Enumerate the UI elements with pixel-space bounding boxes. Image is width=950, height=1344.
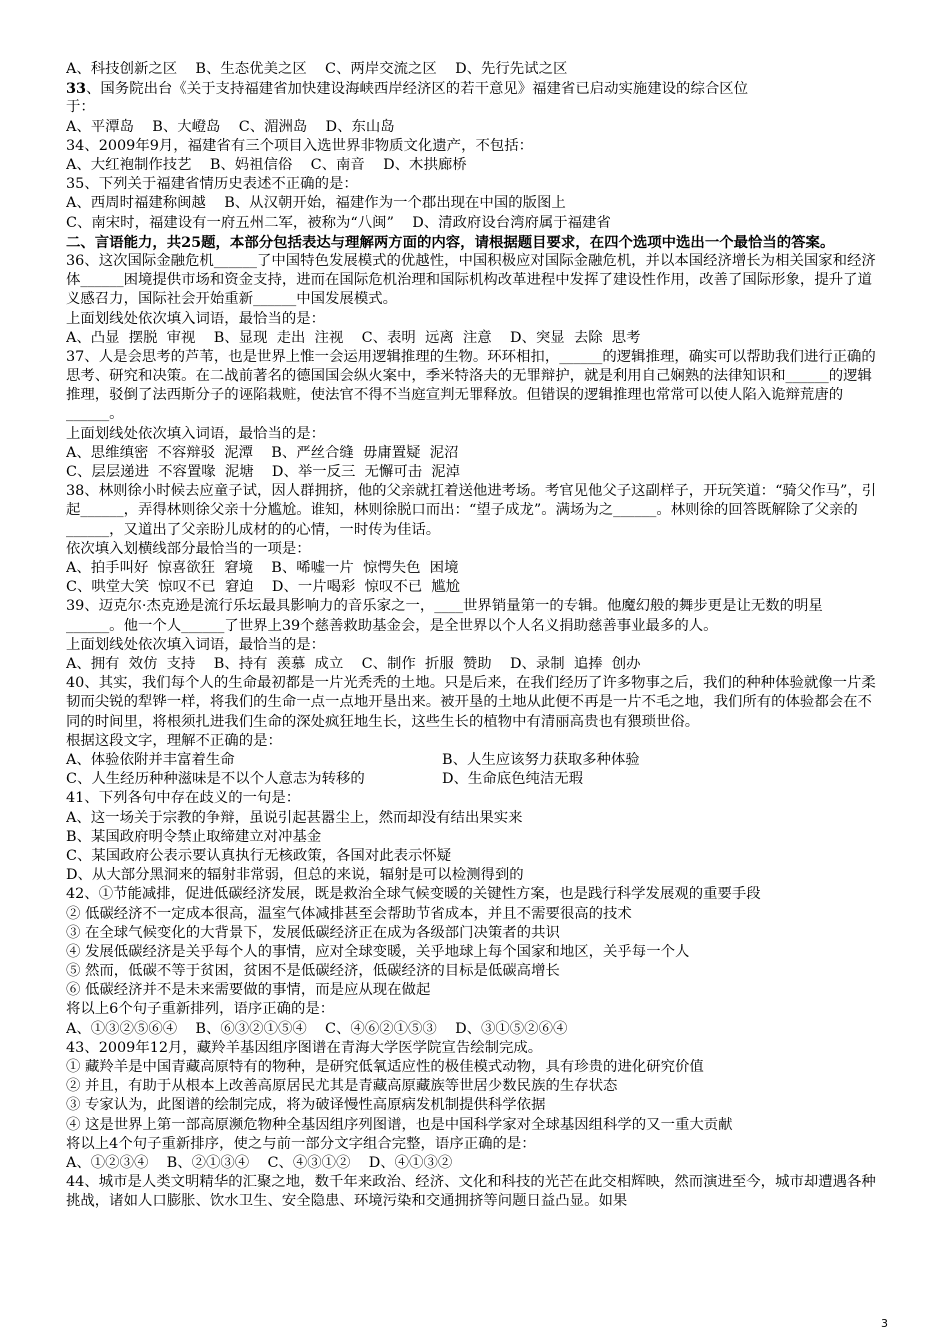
q40-options-ab [66,751,880,770]
q33-stem [66,79,880,98]
q37-options-ab: A、思维缜密 不容辩驳 泥潭 B、严丝合缝 毋庸置疑 泥沼 [66,444,459,461]
q37-prompt: 上面划线处依次填入词语，最恰当的是： [66,425,326,442]
q43-sentence-3: ③ 专家认为，此图谱的绘制完成，将为破译慢性高原病发机制提供科学依据 [66,1097,546,1114]
q41-option-b: B、某国政府明令禁止取缔建立对冲基金 [66,828,322,845]
q42-sentence-5: ⑤ 然而，低碳不等于贫困，贫困不是低碳经济，低碳经济的目标是低碳高增长 [66,963,560,980]
section-heading: 二、言语能力，共25题，本部分包括表达与理解两方面的内容，请根据题目要求，在四个选项中选出一个最恰当的答案。 [66,233,835,251]
q33-stem-text: 、国务院出台《关于支持福建省加快建设海峡西岸经济区的若干意见》福建省已启动实施建设的综合区位 [86,81,749,98]
q36-prompt: 上面划线处依次填入词语，最恰当的是： [66,310,326,327]
q39-options: A、拥有 效仿 支持 B、持有 羡慕 成立 C、制作 折服 赞助 D、录制 追捧 创办 [66,656,641,673]
q39-prompt: 上面划线处依次填入词语，最恰当的是： [66,636,326,653]
q43-sentence-2: ② 并且，有助于从根本上改善高原居民尤其是青藏高原藏族等世居少数民族的生存状态 [66,1078,618,1095]
q43-prompt: 将以上4个句子重新排序，使之与前一部分文字组合完整，语序正确的是： [66,1135,536,1152]
q34-stem: 34、2009年9月，福建省有三个项目入选世界非物质文化遗产，不包括： [66,137,534,154]
q33-number: 33 [66,80,87,98]
q40-prompt: 根据这段文字，理解不正确的是： [66,732,282,749]
q38-options-cd: C、哄堂大笑 惊叹不已 窘迫 D、一片喝彩 惊叹不已 尴尬 [66,579,461,596]
q43-stem: 43、2009年12月，藏羚羊基因组序图谱在青海大学医学院宣告绘制完成。 [66,1039,543,1056]
q42-prompt: 将以上6个句子重新排列，语序正确的是： [66,1001,335,1018]
q37-options-cd: C、层层递进 不容置喙 泥塘 D、举一反三 无懈可击 泥淖 [66,464,461,481]
q35-options-ab: A、西周时福建称闽越 B、从汉朝开始，福建作为一个郡出现在中国的版图上 [66,195,566,212]
q37-stem: 37、人是会思考的芦苇，也是世界上惟一会运用逻辑推理的生物。环环相扣，______的逻辑推理，确实可以帮助我们进行正确的思考、研究和决策。在二战前著名的德国国会纵火案中，季米特洛夫的无罪辩护，就是利用自己娴熟的法律知识和______的逻辑推理，驳倒了法西斯分子的诬陷栽赃，使法官不得不当庭宣判无罪释放。但错误的逻辑推理也常常可以使人陷入诡辩荒唐的______。 [66,348,876,423]
q42-sentence-2: ② 低碳经济不一定成本很高，温室气体减排甚至会帮助节省成本，并且不需要很高的技术 [66,905,632,922]
q41-stem: 41、下列各句中存在歧义的一句是： [66,790,301,807]
q42-sentence-1: 42、①节能减排，促进低碳经济发展，既是救治全球气候变暖的关键性方案，也是践行科学发展观的重要手段 [66,886,761,903]
q32-options: A、科技创新之区 B、生态优美之区 C、两岸交流之区 D、先行先试之区 [66,61,568,77]
q42-sentence-6: ⑥ 低碳经济并不是未来需要做的事情，而是应从现在做起 [66,982,431,999]
q41-option-c: C、某国政府公表示要认真执行无核政策，各国对此表示怀疑 [66,847,452,864]
q43-sentence-4: ④ 这是世界上第一部高原濒危物种全基因组序列图谱，也是中国科学家对全球基因组科学的又一重大贡献 [66,1116,733,1133]
q38-prompt: 依次填入划横线部分最恰当的一项是： [66,540,311,557]
q43-sentence-1: ① 藏羚羊是中国青藏高原特有的物种，是研究低氧适应性的极佳模式动物，具有珍贵的进化研究价值 [66,1059,704,1076]
q43-options: A、①②③④ B、②①③④ C、④③①② D、④①③② [66,1154,453,1171]
q36-stem: 36、这次国际金融危机______了中国特色发展模式的优越性，中国积极应对国际金融危机，并以本国经济增长为相关国家和经济体______困境提供市场和资金支持，进而在国际危机治理和国际机构改革进程中发挥了建设性作用，改善了国际形象，提升了道义感召力，国际社会开始重新______中国发展模式。 [66,252,876,308]
q40-stem: 40、其实，我们每个人的生命最初都是一片光秃秃的土地。只是后来，在我们经历了许多物事之后，我们的种种体验就像一片柔韧而尖锐的犁铧一样，将我们的生命一点一点地开垦出来。被开垦的土地从此便不再是一片不毛之地，我们所有的体验都会在不同的时间里，将根须扎进我们生命的深处疯狂地生长，这些生长的植物中有清丽高贵也有猥琐世俗。 [66,675,876,730]
q34-options: A、大红袍制作技艺 B、妈祖信俗 C、南音 D、木拱廊桥 [66,156,467,173]
q40-options-cd [66,770,880,789]
q36-options: A、凸显 摆脱 审视 B、显现 走出 注视 C、表明 远离 注意 D、突显 去除 思考 [66,329,641,346]
q33-options: A、平潭岛 B、大嶝岛 C、湄洲岛 D、东山岛 [66,118,395,135]
q40-option-c: C、人生经历种种滋味是不以个人意志为转移的 [66,771,365,788]
q42-sentence-4: ④ 发展低碳经济是关乎每个人的事情，应对全球变暖，关乎地球上每个国家和地区，关乎每一个人 [66,943,690,960]
q38-options-ab: A、拍手叫好 惊喜欲狂 窘境 B、唏嘘一片 惊愕失色 困境 [66,560,459,577]
q41-option-a: A、这一场关于宗教的争辩，虽说引起甚嚣尘上，然而却没有结出果实来 [66,809,523,826]
q42-options: A、①③②⑤⑥④ B、⑥③②①⑤④ C、④⑥②①⑤③ D、③①⑤②⑥④ [66,1020,568,1037]
q35-options-cd: C、南宋时，福建设有一府五州二军，被称为“八闽” D、清政府设台湾府属于福建省 [66,214,611,231]
q35-stem: 35、下列关于福建省情历史表述不正确的是： [66,176,358,193]
q40-option-b: B、人生应该努力获取多种体验 [442,752,640,768]
q40-option-d: D、生命底色纯洁无瑕 [442,771,584,788]
q39-stem: 39、迈克尔·杰克逊是流行乐坛最具影响力的音乐家之一，____世界销量第一的专辑。他魔幻般的舞步更是让无数的明星______。他一个人______了世界上39个慈善救助基金会，是全世界以个人名义捐助慈善事业最多的人。 [66,598,823,634]
q41-option-d: D、从大部分黑洞来的辐射非常弱，但总的来说，辐射是可以检测得到的 [66,867,524,884]
q38-stem: 38、林则徐小时候去应童子试，因人群拥挤，他的父亲就扛着送他进考场。考官见他父子这副样子，开玩笑道：“骑父作马”，引起______，弄得林则徐父亲十分尴尬。谁知，林则徐脱口而出：“望子成龙”。满场为之______。林则徐的回答既解除了父亲的______，又道出了父亲盼儿成材的的心情，一时传为佳话。 [66,483,877,538]
q44-stem: 44、城市是人类文明精华的汇聚之地，数千年来政治、经济、文化和科技的光芒在此交相辉映，然而演进至今，城市却遭遇各种挑战，诸如人口膨胀、饮水卫生、安全隐患、环境污染和交通拥挤等问题日益凸显。如果 [66,1174,876,1210]
page-number: 3 [881,1317,888,1330]
q33-stem-cont: 于： [66,99,95,116]
q40-option-a: A、体验依附并丰富着生命 [66,752,235,768]
q42-sentence-3: ③ 在全球气候变化的大背景下，发展低碳经济正在成为各级部门决策者的共识 [66,924,560,941]
